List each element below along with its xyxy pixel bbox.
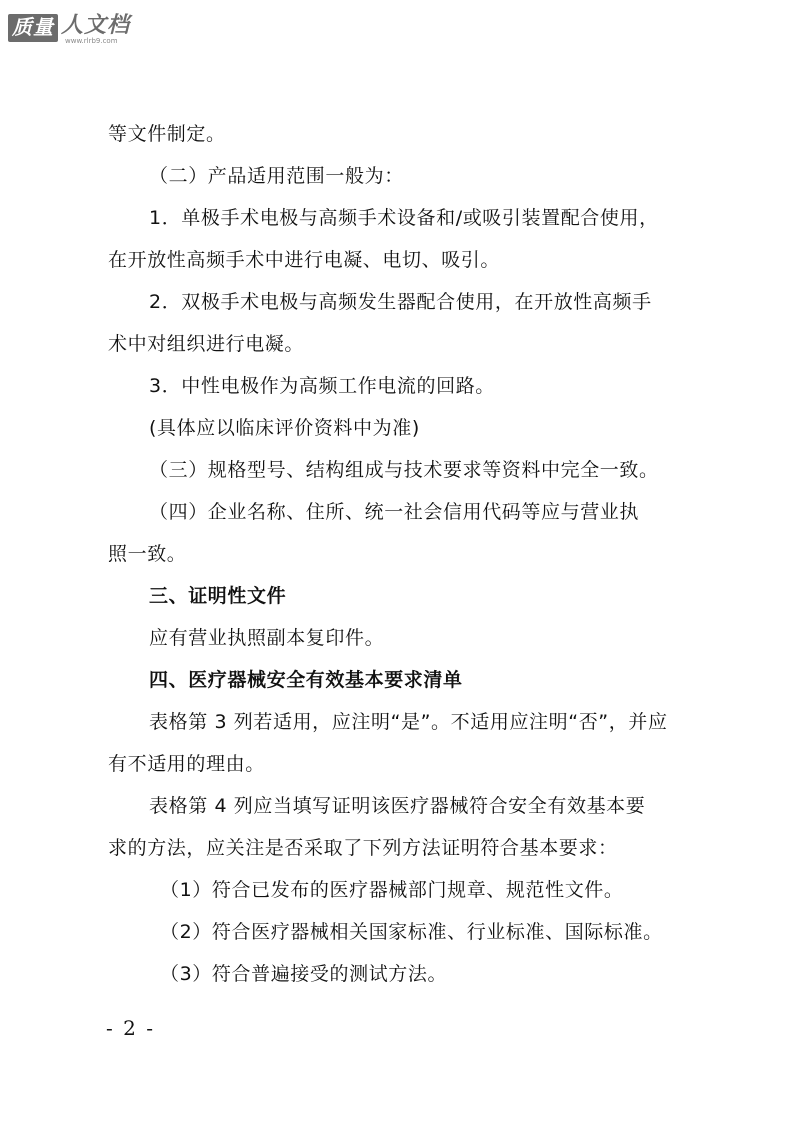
paragraph-line: 1．单极手术电极与高频手术设备和/或吸引装置配合使用， [149,207,659,229]
watermark-logo [8,14,130,50]
list-item: （3）符合普遍接受的测试方法。 [160,963,448,985]
watermark-box-text: 质量 [8,14,58,42]
list-item: （1）符合已发布的医疗器械部门规章、规范性文件。 [160,879,624,901]
paragraph-line: 2．双极手术电极与高频发生器配合使用，在开放性高频手 [149,291,652,313]
paragraph-line: 在开放性高频手术中进行电凝、电切、吸引。 [108,249,501,271]
paragraph-line: (具体应以临床评价资料中为准) [149,417,420,439]
paragraph-line: 等文件制定。 [108,123,226,145]
section-heading-requirements: 四、医疗器械安全有效基本要求清单 [149,669,463,691]
section-heading-certificates: 三、证明性文件 [149,585,287,607]
watermark-right [61,14,130,45]
paragraph-line: 表格第 4 列应当填写证明该医疗器械符合安全有效基本要 [149,795,646,817]
paragraph-line: （三）规格型号、结构组成与技术要求等资料中完全一致。 [149,459,659,481]
page-number: - 2 - [106,1016,155,1040]
paragraph-line: 术中对组织进行电凝。 [108,333,305,355]
document-body [108,113,690,995]
paragraph-line: 应有营业执照副本复印件。 [149,627,385,649]
paragraph-line: 求的方法，应关注是否采取了下列方法证明符合基本要求： [108,837,618,859]
paragraph-line: 有不适用的理由。 [108,753,265,775]
section-heading-scope: （二）产品适用范围一般为： [149,165,404,187]
paragraph-line: 表格第 3 列若适用，应注明“是”。不适用应注明“否”，并应 [149,711,668,733]
watermark-text: 人文档 [61,13,131,38]
paragraph-line: 3．中性电极作为高频工作电流的回路。 [149,375,495,397]
paragraph-line: （四）企业名称、住所、统一社会信用代码等应与营业执 [149,501,640,523]
list-item: （2）符合医疗器械相关国家标准、行业标准、国际标准。 [160,921,663,943]
paragraph-line: 照一致。 [108,543,187,565]
watermark-url: www.rlrb9.com [65,37,118,45]
